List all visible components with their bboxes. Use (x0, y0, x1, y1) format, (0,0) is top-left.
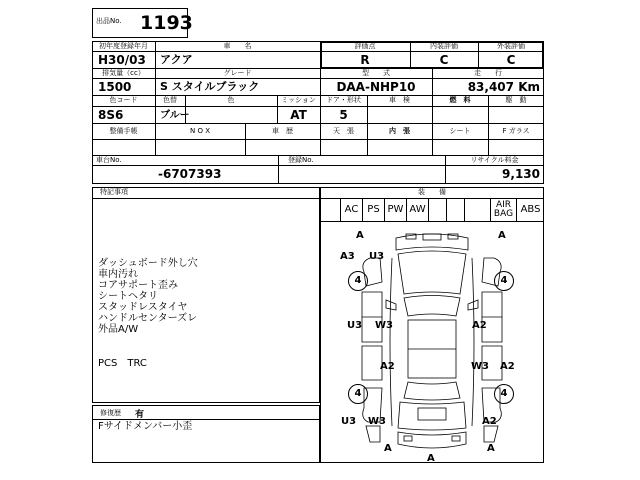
model-type-label: 型 式 (362, 69, 390, 77)
mark-bumper-left: A (384, 443, 392, 454)
repair-box (92, 405, 320, 463)
history-label: 車 歴 (272, 127, 293, 135)
notes-label: 特記事項 (100, 188, 128, 196)
mark-front-right: A (498, 230, 506, 241)
model-type-value: DAA-NHP10 (336, 80, 416, 94)
lot-label: 出品No. (96, 17, 122, 25)
equip-aw: AW (406, 199, 428, 221)
score-value: R (360, 53, 370, 67)
lot-number: 1193 (140, 12, 193, 34)
color-label: 色 (227, 96, 235, 104)
equipment-label: 装 備 (418, 188, 446, 196)
fuel-label: 燃 料 (449, 96, 471, 104)
interior-score-label: 内装評価 (430, 42, 458, 50)
chassis-no-label: 車台No. (96, 156, 122, 164)
mileage-value: 83,407 Km (467, 80, 540, 94)
equip-ps: PS (362, 199, 384, 221)
transmission-value: AT (290, 108, 307, 122)
exterior-score-label: 外装評価 (497, 42, 525, 50)
first-reg-value: H30/03 (98, 53, 146, 67)
note-line-4: シートヘタリ (98, 291, 158, 302)
note-extra: PCS TRC (98, 358, 147, 369)
chassis-no-value: -6707393 (158, 167, 222, 181)
tire-front-right: 4 (494, 271, 514, 291)
sunroof-label: 天 張 (333, 127, 354, 135)
model-name-label: 車 名 (223, 42, 252, 50)
color-change-label: 色替 (163, 96, 177, 104)
model-name-value: アクア (160, 53, 193, 66)
f-glass-label: F ガラス (502, 127, 530, 135)
mileage-label: 走 行 (474, 69, 502, 77)
displacement-value: 1500 (98, 80, 132, 94)
mark-front-left: A (356, 230, 364, 241)
mark-fender-left-a3: A3 (340, 251, 355, 262)
doors-shape-label: ドア・形状 (326, 96, 361, 104)
mark-fender-left-u3: U3 (369, 251, 385, 262)
interior-score-value: C (439, 53, 449, 67)
equip-pw: PW (384, 199, 406, 221)
tire-rear-right: 4 (494, 384, 514, 404)
mark-rear-left-w3: W3 (368, 416, 386, 427)
mark-quarter-right-w3: W3 (471, 361, 489, 372)
grade-label: グレード (223, 69, 252, 77)
mark-rear-left-u3: U3 (341, 416, 357, 427)
mark-quarter-right-a2: A2 (500, 361, 515, 372)
recycle-value: 9,130 (502, 167, 540, 181)
mark-bumper-right: A (487, 443, 495, 454)
tire-rear-left: 4 (348, 384, 368, 404)
mark-door-left-u3: U3 (347, 320, 363, 331)
reg-no-label: 登録No. (288, 156, 314, 164)
mark-bumper-center: A (427, 453, 435, 464)
color-code-label: 色コード (109, 96, 138, 104)
color-code-value: 8S6 (98, 108, 124, 122)
repair-value: 有 (135, 410, 145, 420)
mark-rear-right-a2: A2 (482, 416, 497, 427)
color-value: ブルー (160, 110, 190, 121)
mark-door-left-w3: W3 (375, 320, 393, 331)
tire-front-left: 4 (348, 271, 368, 291)
recycle-label: リサイクル料金 (470, 156, 519, 164)
displacement-label: 排気量（cc） (102, 69, 145, 77)
mark-roof-a2: A2 (380, 361, 395, 372)
equip-abs: ABS (516, 199, 544, 221)
score-label: 評価点 (354, 42, 376, 50)
inspection-label: 車 検 (389, 96, 410, 104)
note-line-1: ダッシュボード外し穴 (98, 258, 198, 269)
nox-label: N O X (190, 127, 210, 135)
repair-label: 修復歴 (100, 409, 121, 417)
note-line-6: ハンドルセンターズレ (98, 313, 198, 324)
equip-ac: AC (340, 199, 362, 221)
transmission-label: ミッション (281, 96, 316, 104)
grade-value: S スタイルブラック (160, 80, 260, 93)
doors-shape-value: 5 (339, 108, 348, 122)
note-line-2: 車内汚れ (98, 269, 138, 280)
equip-airbag: AIR BAG (490, 199, 516, 221)
manual-label: 整備手帳 (109, 127, 138, 135)
note-line-5: スタッドレスタイヤ (98, 302, 188, 313)
note-line-7: 外品A/W (98, 324, 139, 335)
drive-label: 駆 動 (505, 96, 527, 104)
mark-door-right-a2: A2 (472, 320, 487, 331)
first-reg-label: 初年度登録年月 (99, 42, 148, 50)
seat-label: シート (449, 127, 471, 135)
repair-detail: Fサイドメンバー小歪 (98, 421, 193, 432)
interior-trim-label: 内 張 (389, 127, 410, 135)
note-line-3: コアサポート歪み (98, 280, 178, 291)
exterior-score-value: C (506, 53, 516, 67)
